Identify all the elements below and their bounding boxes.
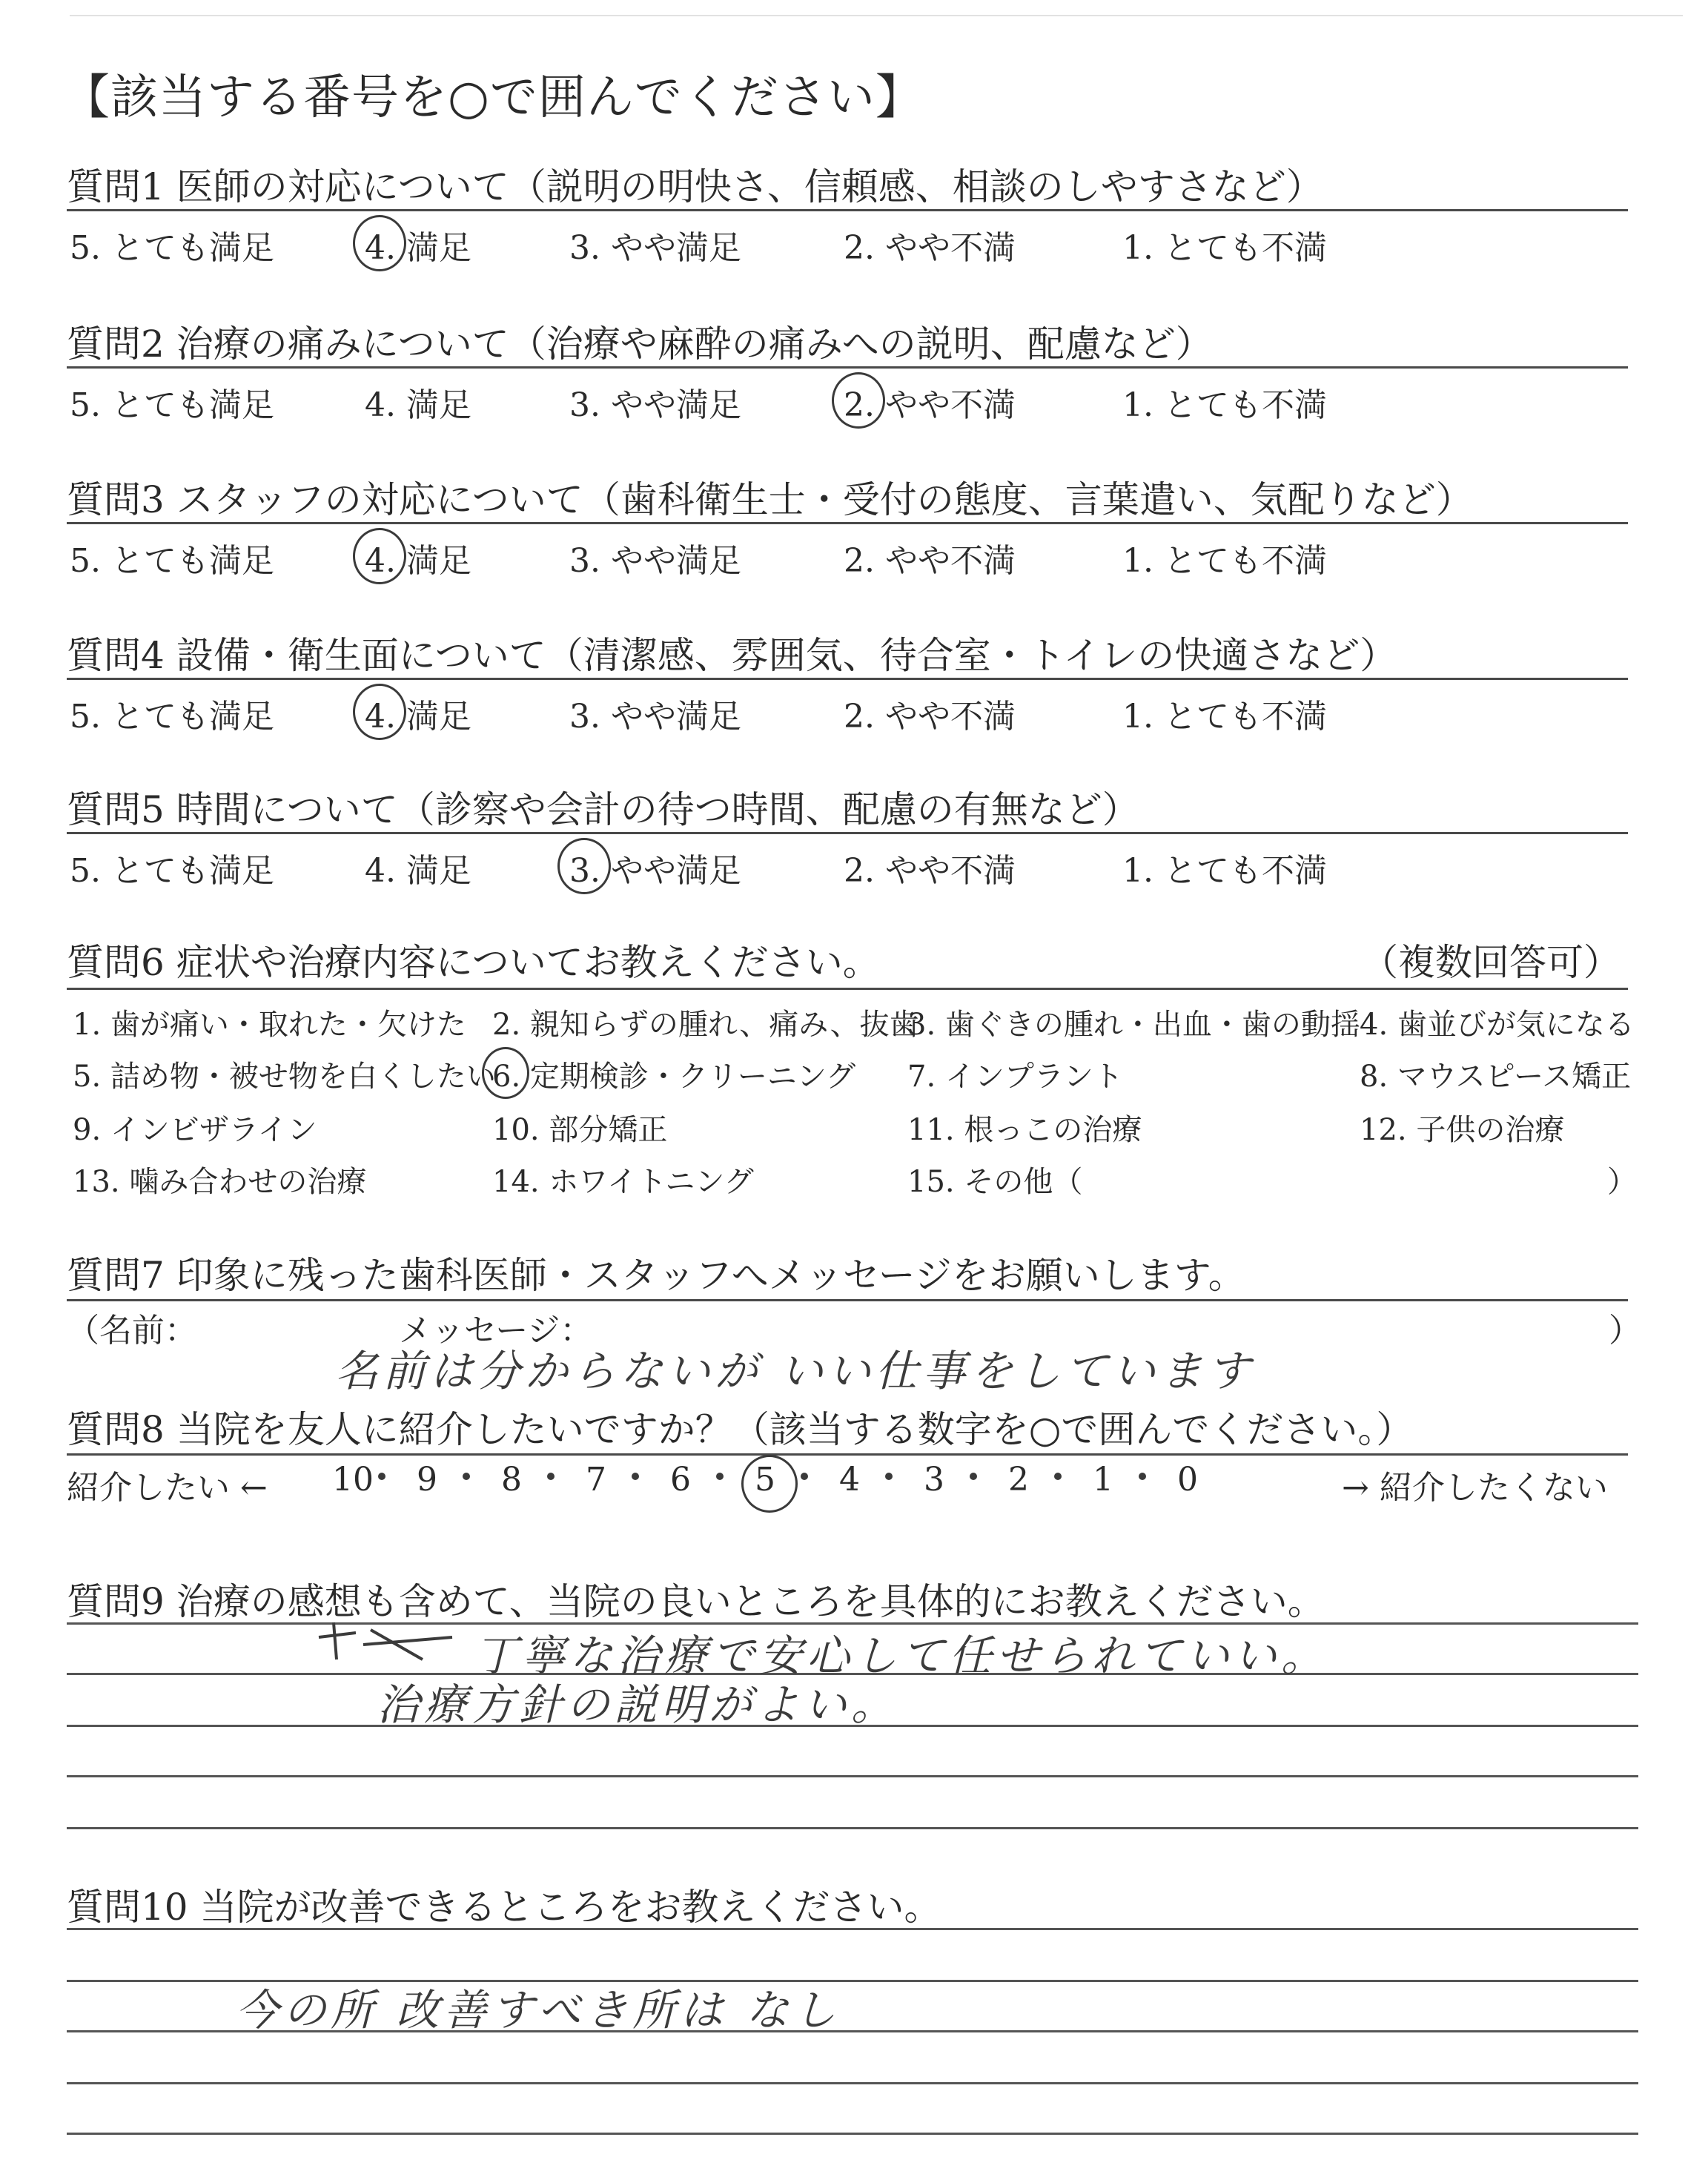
q3-title: 質問3 スタッフの対応について（歯科衛生士・受付の態度、言葉遣い、気配りなど） [67, 478, 1473, 521]
q8-separator-dot [1139, 1473, 1146, 1480]
q8-scale-3[interactable]: 3 [924, 1461, 944, 1499]
q6-option-6[interactable]: 6. 定期検診・クリーニング [492, 1060, 856, 1094]
q6-option-8[interactable]: 8. マウスピース矯正 [1360, 1060, 1632, 1094]
q6-option-3[interactable]: 3. 歯ぐきの腫れ・出血・歯の動揺 [907, 1008, 1360, 1042]
q6-option-4[interactable]: 4. 歯並びが気になる [1360, 1008, 1635, 1042]
q6-option-14[interactable]: 14. ホワイトニング [492, 1165, 754, 1199]
q1-option-5[interactable]: 5. とても満足 [70, 229, 274, 267]
q1-option-3[interactable]: 3. やや満足 [569, 229, 741, 267]
q2-option-5[interactable]: 5. とても満足 [70, 386, 274, 424]
q6-option-2[interactable]: 2. 親知らずの腫れ、痛み、抜歯 [492, 1008, 919, 1042]
q3-rule [67, 522, 1628, 524]
q5-option-3[interactable]: 3. やや満足 [569, 852, 741, 890]
q5-title: 質問5 時間について（診察や会計の待つ時間、配慮の有無など） [67, 788, 1139, 831]
q3-option-3[interactable]: 3. やや満足 [569, 542, 741, 580]
q6-option-10[interactable]: 10. 部分矯正 [492, 1113, 668, 1147]
q2-rule [67, 366, 1628, 369]
q8-separator-dot [716, 1473, 724, 1480]
q2-selection-circle [832, 372, 885, 429]
page-header: 【該当する番号を○で囲んでください】 [62, 70, 924, 125]
q6-note: （複数回答可） [1361, 941, 1621, 984]
q8-scale-8[interactable]: 8 [501, 1461, 522, 1499]
q7-title: 質問7 印象に残った歯科医師・スタッフへメッセージをお願いします。 [67, 1254, 1245, 1297]
q8-separator-dot [885, 1473, 893, 1480]
q8-scale-1[interactable]: 1 [1093, 1461, 1113, 1499]
q7-handwritten-message: 名前は分からないが いい仕事をしています [335, 1346, 1255, 1396]
q4-option-5[interactable]: 5. とても満足 [70, 698, 274, 736]
q4-option-4[interactable]: 4. 満足 [365, 698, 471, 736]
q5-option-1[interactable]: 1. とても不満 [1122, 852, 1327, 890]
q6-selection-circle [482, 1047, 529, 1099]
q8-scale-7[interactable]: 7 [586, 1461, 606, 1499]
q9-title: 質問9 治療の感想も含めて、当院の良いところを具体的にお教えください。 [67, 1580, 1325, 1623]
q4-option-3[interactable]: 3. やや満足 [569, 698, 741, 736]
q4-rule [67, 678, 1628, 680]
q8-right-label: → 紹介したくない [1342, 1469, 1608, 1507]
q7-close-paren: ） [1609, 1312, 1641, 1350]
q8-title: 質問8 当院を友人に紹介したいですか？（該当する数字を○で囲んでください。） [67, 1408, 1414, 1451]
q6-option-15[interactable]: 15. その他（ [907, 1165, 1083, 1199]
q5-option-2[interactable]: 2. やや不満 [844, 852, 1016, 890]
top-border [70, 15, 1683, 16]
q1-selection-circle [353, 215, 406, 271]
q7-rule [67, 1299, 1628, 1301]
q8-separator-dot [378, 1473, 385, 1480]
q9-line-5 [67, 1827, 1638, 1829]
q3-selection-circle [353, 528, 406, 584]
q5-option-5[interactable]: 5. とても満足 [70, 852, 274, 890]
q8-scale-2[interactable]: 2 [1008, 1461, 1029, 1499]
q8-scale-0[interactable]: 0 [1177, 1461, 1198, 1499]
q4-option-2[interactable]: 2. やや不満 [844, 698, 1016, 736]
q6-other-close-paren: ） [1607, 1165, 1637, 1199]
q7-name-label: （名前： [67, 1312, 197, 1350]
q1-option-4[interactable]: 4. 満足 [365, 229, 471, 267]
q5-option-4[interactable]: 4. 満足 [365, 852, 471, 890]
q2-option-4[interactable]: 4. 満足 [365, 386, 471, 424]
q8-separator-dot [463, 1473, 470, 1480]
q8-scale-6[interactable]: 6 [670, 1461, 691, 1499]
q8-scale-9[interactable]: 9 [417, 1461, 437, 1499]
q8-separator-dot [547, 1473, 555, 1480]
q6-option-11[interactable]: 11. 根っこの治療 [907, 1113, 1142, 1147]
q6-title: 質問6 症状や治療内容についてお教えください。 [67, 941, 880, 984]
q6-option-9[interactable]: 9. インビザライン [73, 1113, 317, 1147]
q6-option-13[interactable]: 13. 噛み合わせの治療 [73, 1165, 367, 1199]
q8-rule [67, 1453, 1628, 1456]
q8-scale-5[interactable]: 5 [755, 1461, 775, 1499]
q5-selection-circle [557, 838, 611, 894]
q10-line-1 [67, 1928, 1638, 1930]
q10-title: 質問10 当院が改善できるところをお教えください。 [67, 1886, 941, 1929]
q2-title: 質問2 治療の痛みについて（治療や麻酔の痛みへの説明、配慮など） [67, 323, 1213, 366]
q5-rule [67, 832, 1628, 834]
q2-option-3[interactable]: 3. やや満足 [569, 386, 741, 424]
q9-line-4 [67, 1775, 1638, 1777]
q10-line-5 [67, 2133, 1638, 2135]
q8-separator-dot [632, 1473, 639, 1480]
q9-strikethrough-mark [311, 1615, 460, 1682]
q3-option-2[interactable]: 2. やや不満 [844, 542, 1016, 580]
q1-title: 質問1 医師の対応について（説明の明快さ、信頼感、相談のしやすさなど） [67, 165, 1323, 208]
q8-selection-circle [741, 1455, 798, 1513]
q2-option-2[interactable]: 2. やや不満 [844, 386, 1016, 424]
q4-title: 質問4 設備・衛生面について（清潔感、雰囲気、待合室・トイレの快適さなど） [67, 634, 1397, 677]
q6-option-1[interactable]: 1. 歯が痛い・取れた・欠けた [73, 1008, 466, 1042]
q1-rule [67, 209, 1628, 211]
q1-option-1[interactable]: 1. とても不満 [1122, 229, 1327, 267]
q10-line-4 [67, 2082, 1638, 2084]
q10-handwritten-answer: 今の所 改善すべき所は なし [236, 1985, 841, 2035]
q8-left-label: 紹介したい ← [67, 1469, 268, 1507]
q2-option-1[interactable]: 1. とても不満 [1122, 386, 1327, 424]
q7-message-label: メッセージ： [399, 1312, 593, 1350]
q8-scale-10[interactable]: 10 [332, 1461, 374, 1499]
q3-option-5[interactable]: 5. とても満足 [70, 542, 274, 580]
q6-option-5[interactable]: 5. 詰め物・被せ物を白くしたい [73, 1060, 496, 1094]
q8-scale-4[interactable]: 4 [839, 1461, 860, 1499]
q1-option-2[interactable]: 2. やや不満 [844, 229, 1016, 267]
q8-separator-dot [970, 1473, 977, 1480]
q8-separator-dot [801, 1473, 808, 1480]
q9-handwritten-line-2: 治療方針の説明がよい。 [377, 1680, 899, 1730]
q6-option-7[interactable]: 7. インプラント [907, 1060, 1123, 1094]
q9-handwritten-line-1: 丁寧な治療で安心して任せられていい。 [474, 1631, 1329, 1681]
q6-option-12[interactable]: 12. 子供の治療 [1360, 1113, 1565, 1147]
q4-selection-circle [353, 684, 406, 740]
q6-rule [67, 988, 1628, 990]
q8-separator-dot [1054, 1473, 1062, 1480]
q3-option-1[interactable]: 1. とても不満 [1122, 542, 1327, 580]
q4-option-1[interactable]: 1. とても不満 [1122, 698, 1327, 736]
q3-option-4[interactable]: 4. 満足 [365, 542, 471, 580]
